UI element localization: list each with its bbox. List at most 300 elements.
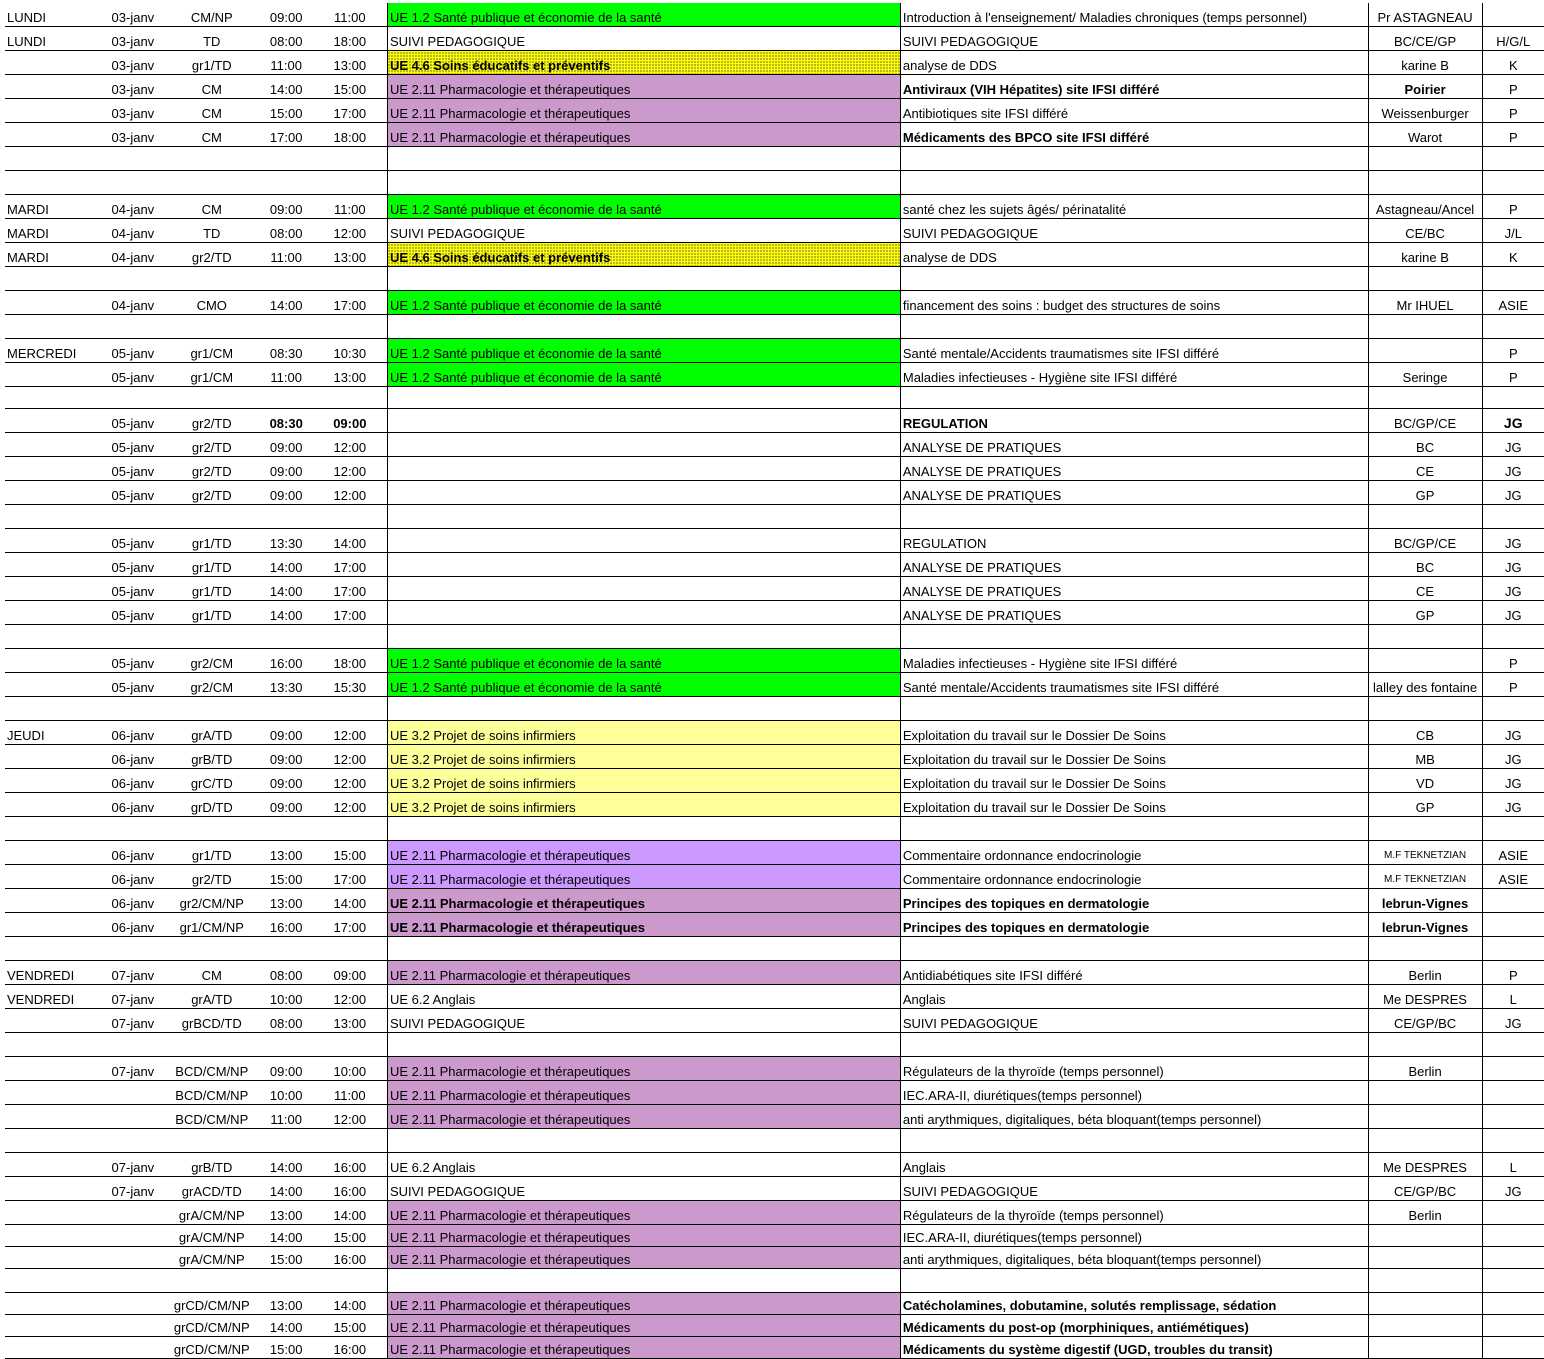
speaker-cell[interactable]	[1368, 1105, 1482, 1129]
date-cell[interactable]	[102, 1247, 164, 1269]
date-cell[interactable]	[102, 315, 164, 339]
ue-cell[interactable]: UE 2.11 Pharmacologie et thérapeutiques	[387, 1337, 900, 1359]
start-time-cell[interactable]: 15:00	[260, 1337, 313, 1359]
room-cell[interactable]: JG	[1482, 553, 1544, 577]
end-time-cell[interactable]: 17:00	[313, 865, 388, 889]
speaker-cell[interactable]: CE	[1368, 577, 1482, 601]
end-time-cell[interactable]: 14:00	[313, 1201, 388, 1225]
ue-cell[interactable]	[387, 171, 900, 195]
date-cell[interactable]: 05-janv	[102, 481, 164, 505]
subject-cell[interactable]: financement des soins : budget des structures de soins	[900, 291, 1368, 315]
day-cell[interactable]	[5, 913, 102, 937]
ue-cell[interactable]: UE 4.6 Soins éducatifs et préventifs	[387, 243, 900, 267]
end-time-cell[interactable]	[313, 147, 388, 171]
start-time-cell[interactable]: 13:00	[260, 1201, 313, 1225]
ue-cell[interactable]: UE 2.11 Pharmacologie et thérapeutiques	[387, 1201, 900, 1225]
group-type-cell[interactable]	[164, 1033, 260, 1057]
start-time-cell[interactable]: 08:30	[260, 409, 313, 433]
speaker-cell[interactable]: Me DESPRES	[1368, 985, 1482, 1009]
day-cell[interactable]	[5, 529, 102, 553]
day-cell[interactable]: MARDI	[5, 243, 102, 267]
room-cell[interactable]	[1482, 697, 1544, 721]
day-cell[interactable]	[5, 315, 102, 339]
start-time-cell[interactable]: 16:00	[260, 913, 313, 937]
speaker-cell[interactable]: BC/GP/CE	[1368, 409, 1482, 433]
day-cell[interactable]	[5, 601, 102, 625]
day-cell[interactable]	[5, 1033, 102, 1057]
day-cell[interactable]	[5, 51, 102, 75]
room-cell[interactable]: L	[1482, 985, 1544, 1009]
day-cell[interactable]	[5, 673, 102, 697]
subject-cell[interactable]: ANALYSE DE PRATIQUES	[900, 601, 1368, 625]
group-type-cell[interactable]: grD/TD	[164, 793, 260, 817]
subject-cell[interactable]: ANALYSE DE PRATIQUES	[900, 577, 1368, 601]
speaker-cell[interactable]	[1368, 1225, 1482, 1247]
group-type-cell[interactable]: grA/TD	[164, 985, 260, 1009]
subject-cell[interactable]: Antiviraux (VIH Hépatites) site IFSI différé	[900, 75, 1368, 99]
subject-cell[interactable]: Antibiotiques site IFSI différé	[900, 99, 1368, 123]
subject-cell[interactable]	[900, 171, 1368, 195]
subject-cell[interactable]: Principes des topiques en dermatologie	[900, 913, 1368, 937]
date-cell[interactable]: 06-janv	[102, 889, 164, 913]
start-time-cell[interactable]: 11:00	[260, 363, 313, 387]
group-type-cell[interactable]	[164, 387, 260, 409]
subject-cell[interactable]: ANALYSE DE PRATIQUES	[900, 457, 1368, 481]
day-cell[interactable]	[5, 363, 102, 387]
date-cell[interactable]: 03-janv	[102, 123, 164, 147]
start-time-cell[interactable]: 09:00	[260, 3, 313, 27]
group-type-cell[interactable]: gr2/TD	[164, 865, 260, 889]
date-cell[interactable]	[102, 1293, 164, 1315]
start-time-cell[interactable]: 14:00	[260, 75, 313, 99]
room-cell[interactable]	[1482, 1293, 1544, 1315]
end-time-cell[interactable]	[313, 697, 388, 721]
speaker-cell[interactable]: lebrun-Vignes	[1368, 913, 1482, 937]
speaker-cell[interactable]	[1368, 1337, 1482, 1359]
group-type-cell[interactable]: grCD/CM/NP	[164, 1315, 260, 1337]
room-cell[interactable]	[1482, 171, 1544, 195]
end-time-cell[interactable]: 17:00	[313, 577, 388, 601]
ue-cell[interactable]: UE 2.11 Pharmacologie et thérapeutiques	[387, 1225, 900, 1247]
ue-cell[interactable]	[387, 505, 900, 529]
ue-cell[interactable]: UE 3.2 Projet de soins infirmiers	[387, 769, 900, 793]
group-type-cell[interactable]	[164, 171, 260, 195]
start-time-cell[interactable]	[260, 1033, 313, 1057]
room-cell[interactable]	[1482, 1315, 1544, 1337]
end-time-cell[interactable]: 15:00	[313, 1315, 388, 1337]
end-time-cell[interactable]	[313, 1269, 388, 1293]
day-cell[interactable]	[5, 1009, 102, 1033]
day-cell[interactable]	[5, 481, 102, 505]
end-time-cell[interactable]: 13:00	[313, 243, 388, 267]
end-time-cell[interactable]	[313, 387, 388, 409]
start-time-cell[interactable]: 08:30	[260, 339, 313, 363]
group-type-cell[interactable]	[164, 147, 260, 171]
speaker-cell[interactable]: CE/GP/BC	[1368, 1177, 1482, 1201]
date-cell[interactable]: 06-janv	[102, 865, 164, 889]
day-cell[interactable]	[5, 1225, 102, 1247]
speaker-cell[interactable]: Astagneau/Ancel	[1368, 195, 1482, 219]
ue-cell[interactable]	[387, 315, 900, 339]
end-time-cell[interactable]: 17:00	[313, 553, 388, 577]
subject-cell[interactable]: IEC.ARA-II, diurétiques(temps personnel)	[900, 1225, 1368, 1247]
subject-cell[interactable]	[900, 267, 1368, 291]
speaker-cell[interactable]: Mr IHUEL	[1368, 291, 1482, 315]
end-time-cell[interactable]: 16:00	[313, 1247, 388, 1269]
room-cell[interactable]	[1482, 1247, 1544, 1269]
speaker-cell[interactable]	[1368, 171, 1482, 195]
day-cell[interactable]	[5, 1269, 102, 1293]
subject-cell[interactable]: SUIVI PEDAGOGIQUE	[900, 219, 1368, 243]
room-cell[interactable]: P	[1482, 673, 1544, 697]
ue-cell[interactable]: UE 2.11 Pharmacologie et thérapeutiques	[387, 1293, 900, 1315]
speaker-cell[interactable]	[1368, 649, 1482, 673]
ue-cell[interactable]: UE 3.2 Projet de soins infirmiers	[387, 745, 900, 769]
date-cell[interactable]	[102, 1081, 164, 1105]
group-type-cell[interactable]: gr1/TD	[164, 51, 260, 75]
speaker-cell[interactable]	[1368, 1269, 1482, 1293]
start-time-cell[interactable]: 10:00	[260, 985, 313, 1009]
start-time-cell[interactable]: 15:00	[260, 99, 313, 123]
subject-cell[interactable]: Santé mentale/Accidents traumatismes site IFSI différé	[900, 673, 1368, 697]
speaker-cell[interactable]: BC	[1368, 433, 1482, 457]
start-time-cell[interactable]: 14:00	[260, 1225, 313, 1247]
speaker-cell[interactable]	[1368, 1247, 1482, 1269]
end-time-cell[interactable]: 12:00	[313, 433, 388, 457]
speaker-cell[interactable]: M.F TEKNETZIAN	[1368, 841, 1482, 865]
subject-cell[interactable]	[900, 817, 1368, 841]
start-time-cell[interactable]	[260, 817, 313, 841]
subject-cell[interactable]	[900, 1269, 1368, 1293]
speaker-cell[interactable]: Berlin	[1368, 1057, 1482, 1081]
end-time-cell[interactable]: 13:00	[313, 363, 388, 387]
speaker-cell[interactable]: CE/GP/BC	[1368, 1009, 1482, 1033]
room-cell[interactable]: P	[1482, 99, 1544, 123]
room-cell[interactable]: P	[1482, 195, 1544, 219]
subject-cell[interactable]: REGULATION	[900, 529, 1368, 553]
end-time-cell[interactable]: 13:00	[313, 1009, 388, 1033]
date-cell[interactable]: 05-janv	[102, 553, 164, 577]
group-type-cell[interactable]: gr1/CM/NP	[164, 913, 260, 937]
ue-cell[interactable]: UE 2.11 Pharmacologie et thérapeutiques	[387, 1057, 900, 1081]
date-cell[interactable]	[102, 625, 164, 649]
ue-cell[interactable]: UE 1.2 Santé publique et économie de la santé	[387, 339, 900, 363]
ue-cell[interactable]: UE 2.11 Pharmacologie et thérapeutiques	[387, 913, 900, 937]
group-type-cell[interactable]: gr1/TD	[164, 577, 260, 601]
speaker-cell[interactable]: lebrun-Vignes	[1368, 889, 1482, 913]
speaker-cell[interactable]: Warot	[1368, 123, 1482, 147]
day-cell[interactable]	[5, 99, 102, 123]
ue-cell[interactable]	[387, 267, 900, 291]
ue-cell[interactable]: UE 6.2 Anglais	[387, 1153, 900, 1177]
ue-cell[interactable]	[387, 553, 900, 577]
day-cell[interactable]	[5, 505, 102, 529]
room-cell[interactable]	[1482, 1201, 1544, 1225]
room-cell[interactable]	[1482, 315, 1544, 339]
group-type-cell[interactable]	[164, 315, 260, 339]
subject-cell[interactable]: Régulateurs de la thyroïde (temps personnel)	[900, 1057, 1368, 1081]
date-cell[interactable]	[102, 697, 164, 721]
subject-cell[interactable]: anti arythmiques, digitaliques, béta bloquant(temps personnel)	[900, 1105, 1368, 1129]
start-time-cell[interactable]: 14:00	[260, 553, 313, 577]
group-type-cell[interactable]	[164, 697, 260, 721]
room-cell[interactable]	[1482, 913, 1544, 937]
speaker-cell[interactable]: Pr ASTAGNEAU	[1368, 3, 1482, 27]
day-cell[interactable]: MARDI	[5, 195, 102, 219]
start-time-cell[interactable]	[260, 1129, 313, 1153]
subject-cell[interactable]: Anglais	[900, 985, 1368, 1009]
group-type-cell[interactable]: BCD/CM/NP	[164, 1057, 260, 1081]
start-time-cell[interactable]: 13:30	[260, 673, 313, 697]
group-type-cell[interactable]	[164, 625, 260, 649]
speaker-cell[interactable]: karine B	[1368, 51, 1482, 75]
speaker-cell[interactable]: Berlin	[1368, 961, 1482, 985]
day-cell[interactable]	[5, 1177, 102, 1201]
ue-cell[interactable]	[387, 1033, 900, 1057]
group-type-cell[interactable]: grA/TD	[164, 721, 260, 745]
subject-cell[interactable]: Médicaments du système digestif (UGD, troubles du transit)	[900, 1337, 1368, 1359]
subject-cell[interactable]: Maladies infectieuses - Hygiène site IFSI différé	[900, 649, 1368, 673]
room-cell[interactable]: JG	[1482, 793, 1544, 817]
subject-cell[interactable]	[900, 315, 1368, 339]
subject-cell[interactable]: ANALYSE DE PRATIQUES	[900, 481, 1368, 505]
ue-cell[interactable]	[387, 601, 900, 625]
subject-cell[interactable]: Médicaments des BPCO site IFSI différé	[900, 123, 1368, 147]
subject-cell[interactable]	[900, 387, 1368, 409]
speaker-cell[interactable]: CE	[1368, 457, 1482, 481]
day-cell[interactable]: MERCREDI	[5, 339, 102, 363]
ue-cell[interactable]	[387, 817, 900, 841]
date-cell[interactable]: 06-janv	[102, 745, 164, 769]
subject-cell[interactable]: santé chez les sujets âgés/ périnatalité	[900, 195, 1368, 219]
room-cell[interactable]: JG	[1482, 433, 1544, 457]
room-cell[interactable]: P	[1482, 961, 1544, 985]
group-type-cell[interactable]: BCD/CM/NP	[164, 1081, 260, 1105]
ue-cell[interactable]	[387, 937, 900, 961]
start-time-cell[interactable]: 15:00	[260, 865, 313, 889]
room-cell[interactable]	[1482, 1129, 1544, 1153]
day-cell[interactable]	[5, 1315, 102, 1337]
date-cell[interactable]: 05-janv	[102, 433, 164, 457]
room-cell[interactable]	[1482, 147, 1544, 171]
speaker-cell[interactable]: lalley des fontaine	[1368, 673, 1482, 697]
end-time-cell[interactable]: 12:00	[313, 793, 388, 817]
room-cell[interactable]: P	[1482, 123, 1544, 147]
day-cell[interactable]	[5, 1129, 102, 1153]
ue-cell[interactable]	[387, 1269, 900, 1293]
room-cell[interactable]: ASIE	[1482, 841, 1544, 865]
start-time-cell[interactable]: 09:00	[260, 1057, 313, 1081]
date-cell[interactable]: 03-janv	[102, 75, 164, 99]
start-time-cell[interactable]: 09:00	[260, 793, 313, 817]
group-type-cell[interactable]	[164, 505, 260, 529]
group-type-cell[interactable]: CM/NP	[164, 3, 260, 27]
end-time-cell[interactable]	[313, 171, 388, 195]
day-cell[interactable]	[5, 1247, 102, 1269]
end-time-cell[interactable]: 16:00	[313, 1337, 388, 1359]
ue-cell[interactable]: UE 2.11 Pharmacologie et thérapeutiques	[387, 1081, 900, 1105]
room-cell[interactable]: ASIE	[1482, 865, 1544, 889]
start-time-cell[interactable]: 14:00	[260, 1177, 313, 1201]
speaker-cell[interactable]: GP	[1368, 601, 1482, 625]
room-cell[interactable]: ASIE	[1482, 291, 1544, 315]
date-cell[interactable]: 03-janv	[102, 27, 164, 51]
start-time-cell[interactable]	[260, 697, 313, 721]
start-time-cell[interactable]: 08:00	[260, 961, 313, 985]
ue-cell[interactable]	[387, 481, 900, 505]
subject-cell[interactable]: Commentaire ordonnance endocrinologie	[900, 841, 1368, 865]
date-cell[interactable]	[102, 817, 164, 841]
room-cell[interactable]	[1482, 937, 1544, 961]
start-time-cell[interactable]: 08:00	[260, 1009, 313, 1033]
speaker-cell[interactable]	[1368, 505, 1482, 529]
ue-cell[interactable]: UE 3.2 Projet de soins infirmiers	[387, 721, 900, 745]
group-type-cell[interactable]: gr2/CM	[164, 649, 260, 673]
end-time-cell[interactable]: 18:00	[313, 123, 388, 147]
group-type-cell[interactable]: gr1/CM	[164, 363, 260, 387]
start-time-cell[interactable]: 11:00	[260, 51, 313, 75]
group-type-cell[interactable]: grB/TD	[164, 745, 260, 769]
end-time-cell[interactable]: 09:00	[313, 409, 388, 433]
ue-cell[interactable]: SUIVI PEDAGOGIQUE	[387, 1177, 900, 1201]
date-cell[interactable]	[102, 171, 164, 195]
date-cell[interactable]: 05-janv	[102, 529, 164, 553]
date-cell[interactable]	[102, 1033, 164, 1057]
room-cell[interactable]: JG	[1482, 1009, 1544, 1033]
subject-cell[interactable]	[900, 505, 1368, 529]
subject-cell[interactable]: Santé mentale/Accidents traumatismes site IFSI différé	[900, 339, 1368, 363]
ue-cell[interactable]	[387, 433, 900, 457]
end-time-cell[interactable]: 12:00	[313, 1105, 388, 1129]
group-type-cell[interactable]: gr2/TD	[164, 481, 260, 505]
subject-cell[interactable]: Anglais	[900, 1153, 1368, 1177]
day-cell[interactable]	[5, 745, 102, 769]
start-time-cell[interactable]: 09:00	[260, 769, 313, 793]
ue-cell[interactable]	[387, 697, 900, 721]
start-time-cell[interactable]	[260, 171, 313, 195]
start-time-cell[interactable]	[260, 1269, 313, 1293]
end-time-cell[interactable]: 17:00	[313, 99, 388, 123]
day-cell[interactable]	[5, 267, 102, 291]
end-time-cell[interactable]: 15:00	[313, 841, 388, 865]
room-cell[interactable]: JG	[1482, 721, 1544, 745]
day-cell[interactable]	[5, 171, 102, 195]
speaker-cell[interactable]	[1368, 1033, 1482, 1057]
room-cell[interactable]	[1482, 1337, 1544, 1359]
date-cell[interactable]	[102, 387, 164, 409]
ue-cell[interactable]	[387, 529, 900, 553]
day-cell[interactable]	[5, 433, 102, 457]
end-time-cell[interactable]: 15:00	[313, 1225, 388, 1247]
end-time-cell[interactable]: 14:00	[313, 1293, 388, 1315]
group-type-cell[interactable]: gr2/TD	[164, 457, 260, 481]
start-time-cell[interactable]: 09:00	[260, 721, 313, 745]
ue-cell[interactable]: UE 2.11 Pharmacologie et thérapeutiques	[387, 1105, 900, 1129]
speaker-cell[interactable]	[1368, 339, 1482, 363]
end-time-cell[interactable]: 12:00	[313, 721, 388, 745]
ue-cell[interactable]: UE 1.2 Santé publique et économie de la santé	[387, 195, 900, 219]
end-time-cell[interactable]: 18:00	[313, 27, 388, 51]
date-cell[interactable]: 05-janv	[102, 409, 164, 433]
start-time-cell[interactable]: 08:00	[260, 219, 313, 243]
subject-cell[interactable]: ANALYSE DE PRATIQUES	[900, 433, 1368, 457]
subject-cell[interactable]: analyse de DDS	[900, 243, 1368, 267]
group-type-cell[interactable]: CMO	[164, 291, 260, 315]
end-time-cell[interactable]: 13:00	[313, 51, 388, 75]
speaker-cell[interactable]: GP	[1368, 793, 1482, 817]
start-time-cell[interactable]: 14:00	[260, 1315, 313, 1337]
group-type-cell[interactable]: BCD/CM/NP	[164, 1105, 260, 1129]
speaker-cell[interactable]	[1368, 315, 1482, 339]
day-cell[interactable]	[5, 147, 102, 171]
date-cell[interactable]: 05-janv	[102, 649, 164, 673]
group-type-cell[interactable]	[164, 937, 260, 961]
end-time-cell[interactable]	[313, 625, 388, 649]
speaker-cell[interactable]	[1368, 147, 1482, 171]
start-time-cell[interactable]: 17:00	[260, 123, 313, 147]
group-type-cell[interactable]: grA/CM/NP	[164, 1225, 260, 1247]
start-time-cell[interactable]	[260, 937, 313, 961]
date-cell[interactable]: 04-janv	[102, 195, 164, 219]
room-cell[interactable]: P	[1482, 339, 1544, 363]
date-cell[interactable]: 06-janv	[102, 913, 164, 937]
group-type-cell[interactable]: TD	[164, 27, 260, 51]
room-cell[interactable]: JG	[1482, 601, 1544, 625]
group-type-cell[interactable]: grCD/CM/NP	[164, 1337, 260, 1359]
subject-cell[interactable]: Catécholamines, dobutamine, solutés remplissage, sédation	[900, 1293, 1368, 1315]
end-time-cell[interactable]	[313, 937, 388, 961]
ue-cell[interactable]	[387, 457, 900, 481]
end-time-cell[interactable]: 16:00	[313, 1153, 388, 1177]
subject-cell[interactable]: Exploitation du travail sur le Dossier De Soins	[900, 721, 1368, 745]
day-cell[interactable]: VENDREDI	[5, 985, 102, 1009]
day-cell[interactable]	[5, 769, 102, 793]
start-time-cell[interactable]: 08:00	[260, 27, 313, 51]
ue-cell[interactable]: UE 1.2 Santé publique et économie de la santé	[387, 291, 900, 315]
start-time-cell[interactable]: 14:00	[260, 1153, 313, 1177]
subject-cell[interactable]: Médicaments du post-op (morphiniques, antiémétiques)	[900, 1315, 1368, 1337]
end-time-cell[interactable]: 12:00	[313, 481, 388, 505]
room-cell[interactable]: J/L	[1482, 219, 1544, 243]
date-cell[interactable]	[102, 505, 164, 529]
day-cell[interactable]	[5, 577, 102, 601]
subject-cell[interactable]: Exploitation du travail sur le Dossier De Soins	[900, 793, 1368, 817]
group-type-cell[interactable]: gr2/TD	[164, 409, 260, 433]
end-time-cell[interactable]: 17:00	[313, 291, 388, 315]
speaker-cell[interactable]: BC/GP/CE	[1368, 529, 1482, 553]
room-cell[interactable]: P	[1482, 363, 1544, 387]
start-time-cell[interactable]: 10:00	[260, 1081, 313, 1105]
subject-cell[interactable]: SUIVI PEDAGOGIQUE	[900, 1177, 1368, 1201]
ue-cell[interactable]: UE 1.2 Santé publique et économie de la santé	[387, 673, 900, 697]
room-cell[interactable]: JG	[1482, 481, 1544, 505]
start-time-cell[interactable]: 13:00	[260, 841, 313, 865]
end-time-cell[interactable]	[313, 267, 388, 291]
room-cell[interactable]	[1482, 387, 1544, 409]
ue-cell[interactable]: SUIVI PEDAGOGIQUE	[387, 219, 900, 243]
start-time-cell[interactable]	[260, 147, 313, 171]
room-cell[interactable]: L	[1482, 1153, 1544, 1177]
subject-cell[interactable]: Commentaire ordonnance endocrinologie	[900, 865, 1368, 889]
ue-cell[interactable]: UE 2.11 Pharmacologie et thérapeutiques	[387, 841, 900, 865]
start-time-cell[interactable]: 13:00	[260, 1293, 313, 1315]
subject-cell[interactable]	[900, 1129, 1368, 1153]
end-time-cell[interactable]: 09:00	[313, 961, 388, 985]
subject-cell[interactable]: Régulateurs de la thyroïde (temps personnel)	[900, 1201, 1368, 1225]
ue-cell[interactable]: UE 2.11 Pharmacologie et thérapeutiques	[387, 1247, 900, 1269]
end-time-cell[interactable]: 17:00	[313, 913, 388, 937]
ue-cell[interactable]	[387, 147, 900, 171]
